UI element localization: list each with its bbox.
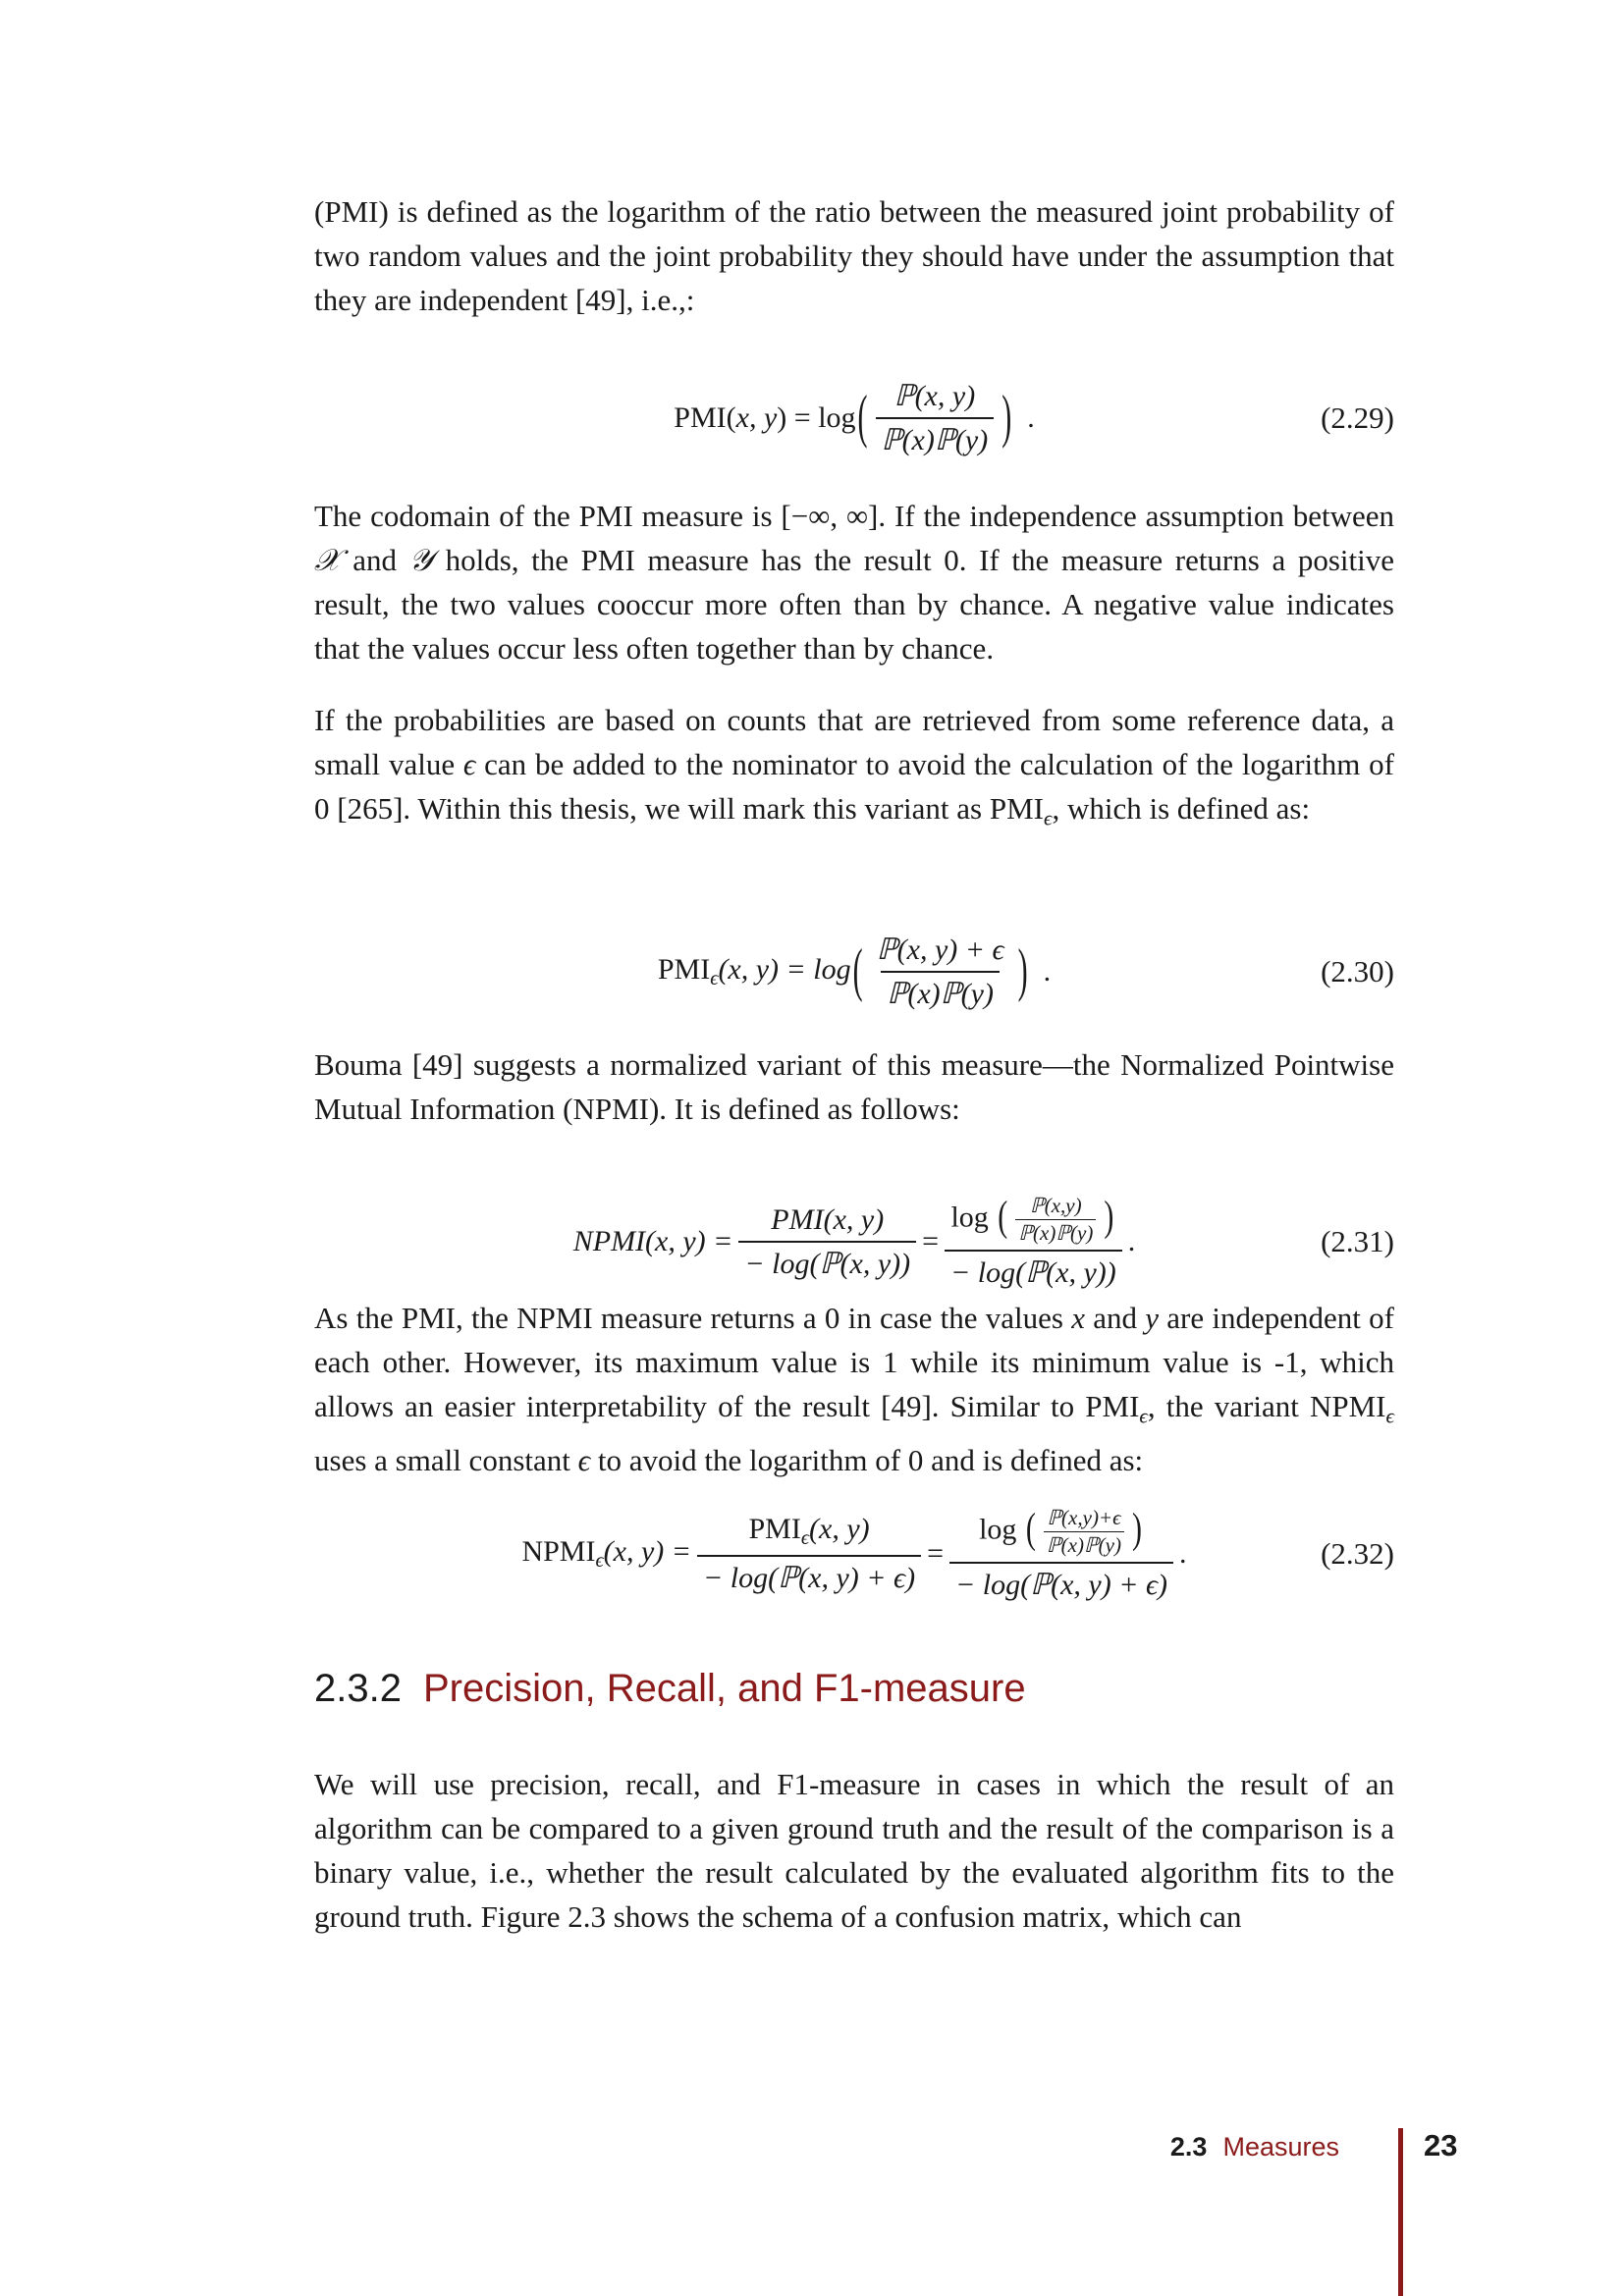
equation-number: (2.31) bbox=[1321, 1224, 1394, 1258]
eq231-fraction-1: $\frac{\text{PMI(x, y)}}{\text{− log(ℙ(x, y))}}$ bbox=[738, 1203, 916, 1281]
eq231-lhs: NPMI(x, y) = bbox=[572, 1225, 733, 1257]
eq232-fraction-2: log ( $\frac{\text{ℙ(x,y)+ϵ}}{\text{ℙ(x)ℙ(y)}}$ ) − log(ℙ(x, y) + ϵ) bbox=[949, 1506, 1173, 1602]
equation-number: (2.32) bbox=[1321, 1536, 1394, 1571]
footer-divider bbox=[1398, 2128, 1403, 2296]
paragraph-precision-recall: We will use precision, recall, and F1-measure in cases in which the result of an algorithm can be compared to a given ground truth and the result of the comparison is a binary value, i.e., whether the result calculated by the evaluated algorithm fits to the ground truth. Figure 2.3 shows the schema of a confusion matrix, which can bbox=[314, 1767, 1394, 1934]
eq232-lhs: $NPMI_\epsilon(x$, y) = bbox=[521, 1534, 692, 1573]
paragraph-npmi-properties: As the PMI, the NPMI measure returns a 0 in case the values x and y are independent of each other. However, its maximum value is 1 while its minimum value is -1, which allows an easier interpretability of the result [49]. Similar to $PMI_\epsilon$, the variant $NPMI_\epsilon$ uses a small constant ϵ to avoid the logarithm of 0 and is defined as: bbox=[314, 1301, 1394, 1478]
eq230-lhs: $PMI_\epsilon(x$, y) = log bbox=[657, 952, 851, 990]
footer-section-number: 2.3 bbox=[1169, 2132, 1208, 2162]
equation-number: (2.29) bbox=[1321, 400, 1394, 435]
paragraph-pmi-epsilon: If the probabilities are based on counts that are retrieved from some reference data, a small value ϵ can be added to the nominator to avoid the calculation of the logarithm of 0 [265]. Within this thesis, we will mark this variant as $PMI_\epsilon$, which is defined as: bbox=[314, 703, 1394, 830]
eq229-lhs: PMI(x, y) = log bbox=[674, 401, 856, 434]
paragraph-pmi-definition: (PMI) is defined as the logarithm of the ratio between the measured joint probability of two random values and the joint probability they should have under the assumption that they are independent [49], i.e.,: bbox=[314, 194, 1394, 317]
section-number: 2.3.2 bbox=[314, 1667, 402, 1710]
eq231-fraction-2: log ( $\frac{\text{ℙ(x,y)}}{\text{ℙ(x)ℙ(y)}}$ ) − log(ℙ(x, y)) bbox=[945, 1194, 1122, 1290]
paragraph-pmi-codomain: The codomain of the PMI measure is [−∞, ∞]. If the independence assumption between 𝒳 and 𝒴 holds, the PMI measure has the result 0. If the measure returns a positive result, the two values cooccur more often than by chance. A negative value indicates that the values occur less often together than by chance. bbox=[314, 499, 1394, 666]
equation-number: (2.30) bbox=[1321, 954, 1394, 988]
equation-2-31: NPMI(x, y) = $\frac{\text{PMI(x, y)}}{\text{− log(ℙ(x, y))}}$ = log ( $\frac{\text{ℙ(x,y)}}{\text{ℙ(x)ℙ(y)}}$ ) − log(ℙ(x, y)) . (2.31) bbox=[572, 1193, 1394, 1289]
running-footer bbox=[1170, 2132, 1339, 2163]
section-heading bbox=[314, 1667, 1026, 1711]
eq232-fraction-1: $\frac{PMI_\epsilon(x, y)}{\text{− log(ℙ(x, y) + ϵ)}}$ bbox=[697, 1513, 921, 1594]
equation-2-29: PMI(x, y) = log ( $\frac{\text{ℙ(x, y)}}{\text{ℙ(x)ℙ(y)}}$ ) . (2.29) bbox=[674, 380, 1394, 456]
eq230-fraction: $\frac{\text{ℙ(x, y) + ϵ}}{\text{ℙ(x)ℙ(y)}}$ bbox=[876, 934, 1004, 1010]
section-title: Precision, Recall, and F1-measure bbox=[422, 1667, 1026, 1710]
page-number: 23 bbox=[1424, 2128, 1458, 2163]
footer-section-name: Measures bbox=[1222, 2132, 1339, 2162]
paragraph-npmi-intro: Bouma [49] suggests a normalized variant of this measure—the Normalized Pointwise Mutual Information (NPMI). It is defined as follows: bbox=[314, 1047, 1394, 1126]
eq229-fraction: $\frac{\text{ℙ(x, y)}}{\text{ℙ(x)ℙ(y)}}$ bbox=[876, 379, 995, 457]
equation-2-30: $PMI_\epsilon(x$, y) = log ( $\frac{\text{ℙ(x, y) + ϵ}}{\text{ℙ(x)ℙ(y)}}$ ) . (2.30) bbox=[657, 934, 1394, 1010]
equation-2-32: $NPMI_\epsilon(x$, y) = $\frac{PMI_\epsilon(x, y)}{\text{− log(ℙ(x, y) + ϵ)}}$ = log ( $\frac{\text{ℙ(x,y)+ϵ}}{\text{ℙ(x)ℙ(y)}}$ ) − log(ℙ(x, y) + ϵ) . (2.32) bbox=[521, 1505, 1394, 1601]
